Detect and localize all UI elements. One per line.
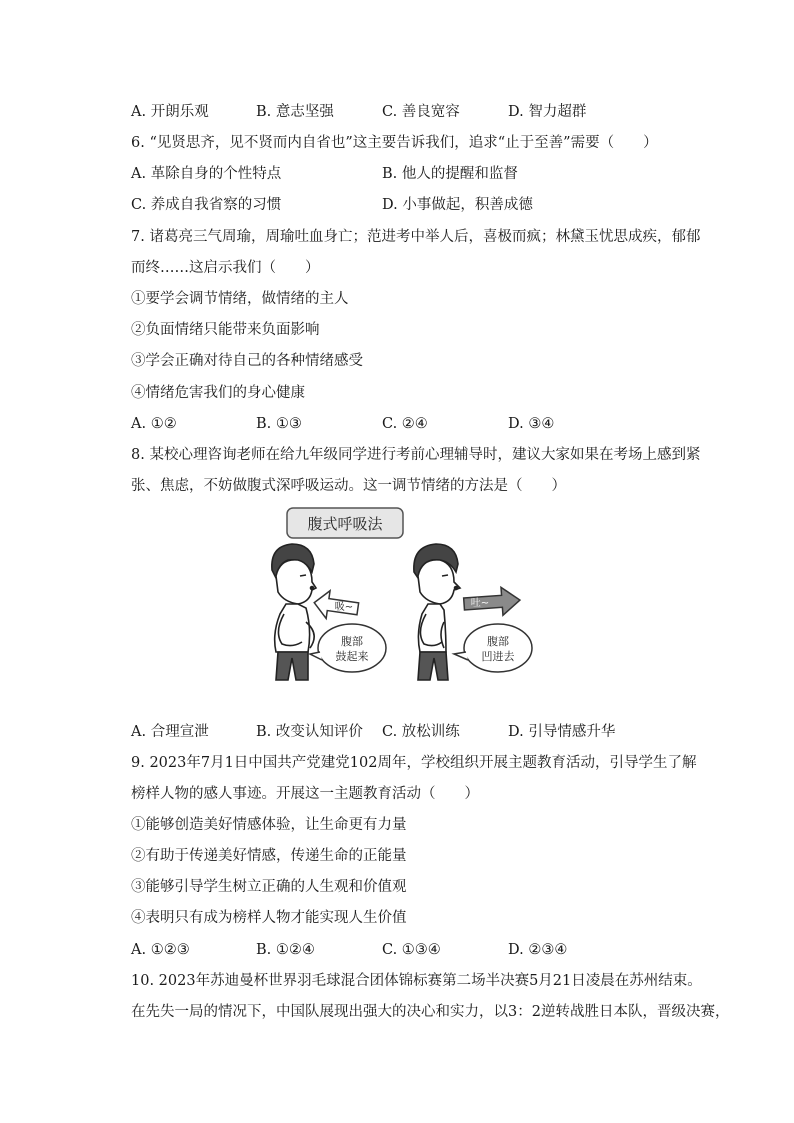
q5-option-a: A. 开朗乐观	[131, 104, 209, 120]
right-bubble-line-1: 腹部	[487, 635, 509, 648]
q8-stem-line-1: 8. 某校心理咨询老师在给九年级同学进行考前心理辅导时，建议大家如果在考场上感到紧	[131, 447, 701, 463]
q5-option-d: D. 智力超群	[508, 104, 587, 120]
q9-option-a: A. ①②③	[131, 942, 190, 958]
q5-option-b: B. 意志坚强	[256, 104, 334, 120]
q9-option-d: D. ②③④	[508, 942, 568, 958]
q7-option-b: B. ①③	[256, 416, 302, 432]
q8-option-a: A. 合理宣泄	[131, 724, 209, 740]
inhale-person	[272, 544, 316, 680]
left-bubble-line-1: 腹部	[341, 635, 363, 648]
q7-option-a: A. ①②	[131, 416, 177, 432]
left-bubble-line-2: 鼓起来	[335, 650, 369, 663]
q9-option-b: B. ①②④	[256, 942, 315, 958]
q7-option-d: D. ③④	[508, 416, 555, 432]
inhale-arrow-label: 吸~	[334, 602, 354, 613]
q6-stem: 6. “见贤思齐，见不贤而内自省也”这主要告诉我们，追求“止于至善”需要（ ）	[131, 135, 658, 151]
exhale-arrow-label: 吐~	[470, 598, 490, 609]
q9-item-2: ②有助于传递美好情感，传递生命的正能量	[131, 848, 407, 864]
right-bubble-line-2: 凹进去	[481, 650, 515, 663]
q8-option-b: B. 改变认知评价	[256, 724, 363, 740]
q9-option-c: C. ①③④	[382, 942, 441, 958]
right-speech-bubble	[464, 624, 532, 672]
figure-title: 腹式呼吸法	[307, 515, 383, 533]
q7-stem-line-2: 而终……这启示我们（ ）	[131, 260, 320, 276]
q9-stem-line-2: 榜样人物的感人事迹。开展这一主题教育活动（ ）	[131, 786, 479, 802]
q7-item-1: ①要学会调节情绪，做情绪的主人	[131, 291, 349, 307]
q9-item-3: ③能够引导学生树立正确的人生观和价值观	[131, 879, 407, 895]
q7-item-2: ②负面情绪只能带来负面影响	[131, 322, 320, 338]
q9-item-1: ①能够创造美好情感体验，让生命更有力量	[131, 817, 407, 833]
q7-stem-line-1: 7. 诸葛亮三气周瑜，周瑜吐血身亡；范进考中举人后，喜极而疯；林黛玉忧思成疾，郁郁	[131, 229, 701, 245]
q9-item-4: ④表明只有成为榜样人物才能实现人生价值	[131, 910, 407, 926]
exhale-person	[414, 544, 460, 680]
q6-option-b: B. 他人的提醒和监督	[382, 166, 518, 182]
q8-option-d: D. 引导情感升华	[508, 724, 616, 740]
q7-option-c: C. ②④	[382, 416, 428, 432]
q5-option-c: C. 善良宽容	[382, 104, 460, 120]
q8-option-c: C. 放松训练	[382, 724, 460, 740]
abdominal-breathing-illustration	[258, 502, 538, 692]
q10-stem-line-1: 10. 2023年苏迪曼杯世界羽毛球混合团体锦标赛第二场半决赛5月21日凌晨在苏州结束。	[131, 973, 702, 989]
q9-stem-line-1: 9. 2023年7月1日中国共产党建党102周年，学校组织开展主题教育活动，引导学生了解	[131, 755, 697, 771]
left-speech-bubble	[318, 624, 386, 672]
q7-item-4: ④情绪危害我们的身心健康	[131, 385, 305, 401]
q10-stem-line-2: 在先失一局的情况下，中国队展现出强大的决心和实力，以3：2逆转战胜日本队，晋级决赛，	[131, 1004, 730, 1020]
q6-option-d: D. 小事做起，积善成德	[382, 197, 533, 213]
q7-item-3: ③学会正确对待自己的各种情绪感受	[131, 353, 363, 369]
q8-stem-line-2: 张、焦虑，不妨做腹式深呼吸运动。这一调节情绪的方法是（ ）	[131, 478, 566, 494]
q6-option-c: C. 养成自我省察的习惯	[131, 197, 282, 213]
q6-option-a: A. 革除自身的个性特点	[131, 166, 282, 182]
